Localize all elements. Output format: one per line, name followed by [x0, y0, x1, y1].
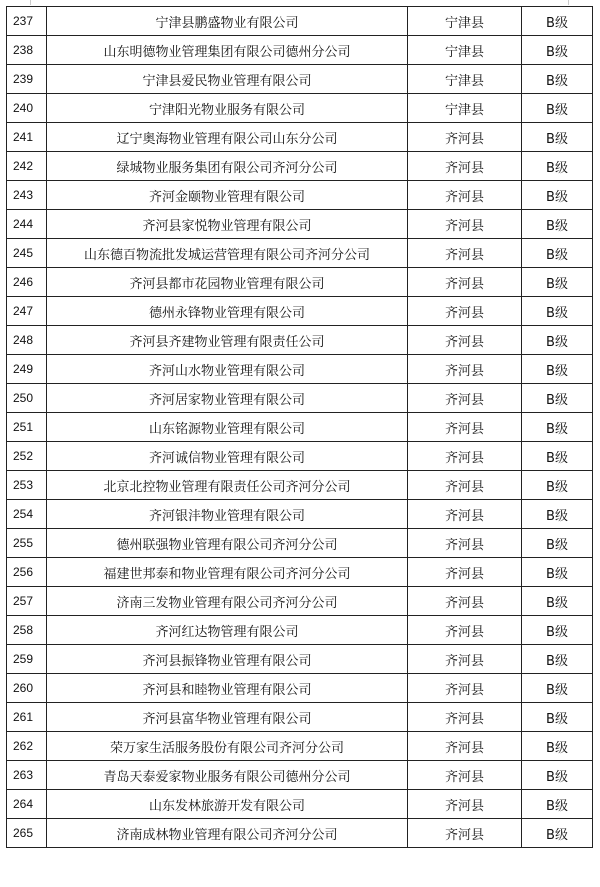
county: 齐河县: [408, 152, 522, 181]
grade: B级: [522, 297, 593, 326]
company-name: 齐河居家物业管理有限公司: [47, 384, 408, 413]
row-number: 256: [7, 558, 47, 587]
company-name: 宁津阳光物业服务有限公司: [47, 94, 408, 123]
county: 齐河县: [408, 558, 522, 587]
table-row: [7, 616, 593, 645]
county: 齐河县: [408, 819, 522, 848]
county: 齐河县: [408, 355, 522, 384]
row-number: 244: [7, 210, 47, 239]
grade: B级: [522, 36, 593, 65]
table-row: [7, 558, 593, 587]
grade: B级: [522, 703, 593, 732]
row-number: 258: [7, 616, 47, 645]
county: 宁津县: [408, 94, 522, 123]
grade: B级: [522, 152, 593, 181]
row-number: 261: [7, 703, 47, 732]
county: 齐河县: [408, 471, 522, 500]
table-row: [7, 123, 593, 152]
county: 齐河县: [408, 239, 522, 268]
table-row: [7, 94, 593, 123]
table-row: [7, 413, 593, 442]
table-row: [7, 703, 593, 732]
row-number: 252: [7, 442, 47, 471]
row-number: 238: [7, 36, 47, 65]
table-row: [7, 790, 593, 819]
table-row: [7, 442, 593, 471]
table-row: [7, 181, 593, 210]
table-row: [7, 471, 593, 500]
table-row: [7, 210, 593, 239]
company-name: 山东德百物流批发城运营管理有限公司齐河分公司: [47, 239, 408, 268]
company-name: 荣万家生活服务股份有限公司齐河分公司: [47, 732, 408, 761]
county: 齐河县: [408, 529, 522, 558]
grade: B级: [522, 790, 593, 819]
county: 齐河县: [408, 123, 522, 152]
row-number: 264: [7, 790, 47, 819]
grade: B级: [522, 268, 593, 297]
grade: B级: [522, 645, 593, 674]
company-name: 齐河县齐建物业管理有限责任公司: [47, 326, 408, 355]
table-row: [7, 500, 593, 529]
county: 齐河县: [408, 326, 522, 355]
county: 齐河县: [408, 442, 522, 471]
table-row: [7, 674, 593, 703]
company-name: 齐河县振锋物业管理有限公司: [47, 645, 408, 674]
company-name: 德州永锋物业管理有限公司: [47, 297, 408, 326]
grade: B级: [522, 384, 593, 413]
county: 齐河县: [408, 210, 522, 239]
company-name: 德州联强物业管理有限公司齐河分公司: [47, 529, 408, 558]
table-row: [7, 645, 593, 674]
table-row: [7, 326, 593, 355]
company-name: 青岛天泰爱家物业服务有限公司德州分公司: [47, 761, 408, 790]
county: 齐河县: [408, 761, 522, 790]
grade: B级: [522, 94, 593, 123]
table-row: [7, 152, 593, 181]
grade: B级: [522, 587, 593, 616]
row-number: 259: [7, 645, 47, 674]
row-number: 240: [7, 94, 47, 123]
row-number: 239: [7, 65, 47, 94]
row-number: 250: [7, 384, 47, 413]
table-row: [7, 529, 593, 558]
county: 宁津县: [408, 7, 522, 36]
grade: B级: [522, 819, 593, 848]
company-name: 福建世邦泰和物业管理有限公司齐河分公司: [47, 558, 408, 587]
row-number: 249: [7, 355, 47, 384]
grade: B级: [522, 442, 593, 471]
table-row: [7, 268, 593, 297]
grade: B级: [522, 239, 593, 268]
grade: B级: [522, 529, 593, 558]
table-row: [7, 819, 593, 848]
company-name: 辽宁奥海物业管理有限公司山东分公司: [47, 123, 408, 152]
company-name: 齐河金颐物业管理有限公司: [47, 181, 408, 210]
grade: B级: [522, 471, 593, 500]
table-row: [7, 239, 593, 268]
company-name: 齐河县富华物业管理有限公司: [47, 703, 408, 732]
company-name: 齐河银沣物业管理有限公司: [47, 500, 408, 529]
company-name: 北京北控物业管理有限责任公司齐河分公司: [47, 471, 408, 500]
county: 齐河县: [408, 268, 522, 297]
row-number: 257: [7, 587, 47, 616]
row-number: 242: [7, 152, 47, 181]
row-number: 254: [7, 500, 47, 529]
company-name: 宁津县鹏盛物业有限公司: [47, 7, 408, 36]
company-name: 济南成林物业管理有限公司齐河分公司: [47, 819, 408, 848]
row-number: 247: [7, 297, 47, 326]
row-number: 262: [7, 732, 47, 761]
row-number: 265: [7, 819, 47, 848]
company-name: 济南三发物业管理有限公司齐河分公司: [47, 587, 408, 616]
table-row: [7, 732, 593, 761]
company-name: 齐河红达物管理有限公司: [47, 616, 408, 645]
property-company-grade-table: [6, 6, 593, 848]
company-name: 山东发林旅游开发有限公司: [47, 790, 408, 819]
county: 齐河县: [408, 500, 522, 529]
county: 齐河县: [408, 297, 522, 326]
county: 齐河县: [408, 181, 522, 210]
table-row: [7, 65, 593, 94]
table-row: [7, 7, 593, 36]
row-number: 246: [7, 268, 47, 297]
company-name: 山东铭源物业管理有限公司: [47, 413, 408, 442]
grade: B级: [522, 413, 593, 442]
row-number: 251: [7, 413, 47, 442]
grade: B级: [522, 326, 593, 355]
company-name: 山东明德物业管理集团有限公司德州分公司: [47, 36, 408, 65]
company-name: 齐河县家悦物业管理有限公司: [47, 210, 408, 239]
page-margin-mark: [568, 0, 569, 5]
row-number: 237: [7, 7, 47, 36]
table-row: [7, 384, 593, 413]
county: 齐河县: [408, 413, 522, 442]
county: 齐河县: [408, 645, 522, 674]
grade: B级: [522, 65, 593, 94]
grade: B级: [522, 7, 593, 36]
grade: B级: [522, 355, 593, 384]
row-number: 241: [7, 123, 47, 152]
county: 齐河县: [408, 790, 522, 819]
company-name: 绿城物业服务集团有限公司齐河分公司: [47, 152, 408, 181]
grade: B级: [522, 210, 593, 239]
table-row: [7, 36, 593, 65]
row-number: 248: [7, 326, 47, 355]
grade: B级: [522, 123, 593, 152]
county: 齐河县: [408, 587, 522, 616]
table-row: [7, 761, 593, 790]
row-number: 243: [7, 181, 47, 210]
grade: B级: [522, 500, 593, 529]
grade: B级: [522, 732, 593, 761]
county: 齐河县: [408, 732, 522, 761]
company-name: 齐河诚信物业管理有限公司: [47, 442, 408, 471]
company-name: 宁津县爱民物业管理有限公司: [47, 65, 408, 94]
row-number: 255: [7, 529, 47, 558]
table-row: [7, 297, 593, 326]
grade: B级: [522, 181, 593, 210]
county: 齐河县: [408, 674, 522, 703]
row-number: 253: [7, 471, 47, 500]
table-row: [7, 587, 593, 616]
company-name: 齐河山水物业管理有限公司: [47, 355, 408, 384]
row-number: 260: [7, 674, 47, 703]
table-row: [7, 355, 593, 384]
grade: B级: [522, 558, 593, 587]
company-name: 齐河县和睦物业管理有限公司: [47, 674, 408, 703]
county: 齐河县: [408, 384, 522, 413]
county: 宁津县: [408, 36, 522, 65]
county: 齐河县: [408, 703, 522, 732]
grade: B级: [522, 616, 593, 645]
grade: B级: [522, 761, 593, 790]
page-margin-mark: [30, 0, 31, 5]
county: 齐河县: [408, 616, 522, 645]
company-name: 齐河县都市花园物业管理有限公司: [47, 268, 408, 297]
county: 宁津县: [408, 65, 522, 94]
grade: B级: [522, 674, 593, 703]
row-number: 263: [7, 761, 47, 790]
row-number: 245: [7, 239, 47, 268]
